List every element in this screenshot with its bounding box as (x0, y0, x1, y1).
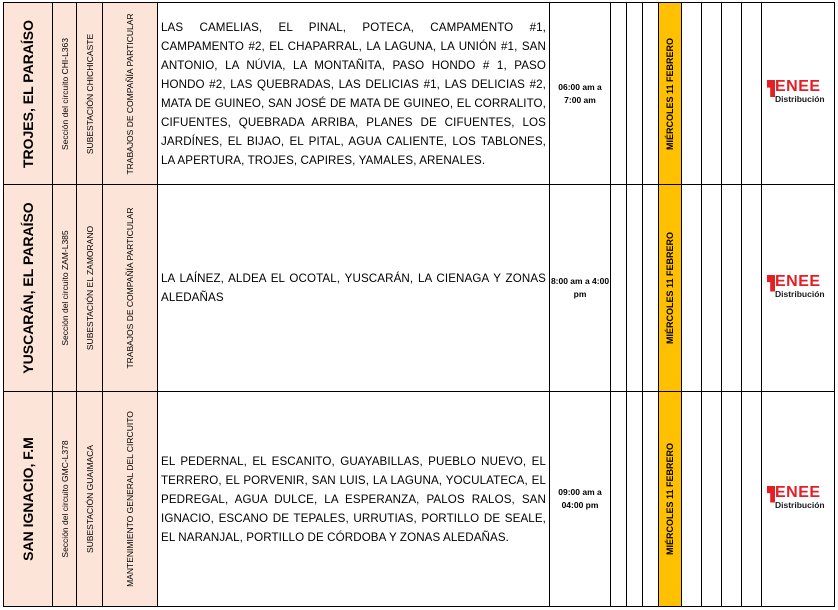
empty-cell (611, 185, 627, 392)
enee-logo (762, 185, 835, 392)
empty-cell (722, 392, 742, 607)
logo-word: ENEE (775, 78, 821, 95)
empty-cell (682, 3, 702, 185)
city-label: SAN IGNACIO, F.M (20, 437, 36, 561)
empty-cell (702, 3, 722, 185)
work-type-label: TRABAJOS DE COMPAÑÍA PARTICULAR (125, 207, 135, 369)
outage-schedule-table (3, 2, 835, 607)
table-row (4, 392, 835, 607)
substation-label: SUBESTACIÓN GUAIMACA (84, 445, 95, 553)
empty-cell (702, 185, 722, 392)
empty-cell (722, 3, 742, 185)
empty-cell (643, 392, 659, 607)
empty-cell (643, 3, 659, 185)
affected-zones: LAS CAMELIAS, EL PINAL, POTECA, CAMPAMENTO #1, CAMPAMENTO #2, EL CHAPARRAL, LA LAGUNA, LA UNIÓN #1, SAN ANTONIO, LA NÚVIA, LA MONTAÑITA, PASO HONDO # 1, PASO HONDO #2, LAS QUEBRADAS, LAS DELICIAS #1, LAS DELICIAS #2, MATA DE GUINEO, SAN JOSÉ DE MATA DE GUINEO, EL CORRALITO, CIFUENTES, QUEBRADA ARRIBA, PLANES DE CIFUENTES, LOS JARDÍNES, EL BIJAO, EL PITAL, AGUA CALIENTE, LOS TABLONES, LA APERTURA, TROJES, CAPIRES, YAMALES, ARENALES. (158, 3, 550, 185)
enee-logo-icon (767, 272, 829, 300)
logo-word: ENEE (775, 483, 821, 501)
circuit-label: Sección del circuito ZAM-L385 (59, 230, 70, 346)
empty-cell (682, 392, 702, 607)
table-row (4, 3, 835, 185)
circuit-label: Sección del circuito GMC-L378 (59, 440, 70, 558)
schedule-time: 8:00 am a 4:00 pm (550, 185, 611, 392)
date-label: MIÉRCOLES 11 FEBRERO (665, 231, 675, 345)
empty-cell (742, 392, 762, 607)
empty-cell (643, 185, 659, 392)
work-type-label: TRABAJOS DE COMPAÑÍA PARTICULAR (125, 12, 135, 175)
schedule-time: 09:00 am a 04:00 pm (550, 392, 611, 607)
substation-label: SUBESTACIÓN EL ZAMORANO (84, 225, 95, 351)
empty-cell (742, 3, 762, 185)
empty-cell (627, 3, 643, 185)
empty-cell (627, 392, 643, 607)
circuit-label: Sección del circuito CHI-L363 (59, 37, 70, 150)
empty-cell (742, 185, 762, 392)
enee-logo (762, 3, 835, 185)
logo-sub: Distribución (775, 499, 825, 510)
empty-cell (722, 185, 742, 392)
schedule-time: 06:00 am a 7:00 am (550, 3, 611, 185)
table-row (4, 185, 835, 392)
empty-cell (611, 392, 627, 607)
empty-cell (682, 185, 702, 392)
work-type-label: MANTENIMIENTO GENERAL DEL CIRCUITO (125, 411, 135, 587)
date-label: MIÉRCOLES 11 FEBRERO (665, 442, 675, 556)
city-label: TROJES, EL PARAÍSO (20, 19, 36, 168)
enee-logo (762, 392, 835, 607)
logo-sub: Distribución (775, 94, 825, 104)
empty-cell (627, 185, 643, 392)
substation-label: SUBESTACIÓN CHICHICASTE (84, 33, 95, 154)
empty-cell (702, 392, 722, 607)
logo-sub: Distribución (775, 288, 825, 299)
affected-zones: LA LAÍNEZ, ALDEA EL OCOTAL, YUSCARÁN, LA CIENAGA Y ZONAS ALEDAÑAS (158, 185, 550, 392)
enee-logo-icon (767, 483, 829, 511)
logo-word: ENEE (775, 272, 821, 290)
date-label: MIÉRCOLES 11 FEBRERO (665, 37, 675, 150)
enee-logo-icon (767, 77, 829, 105)
empty-cell (611, 3, 627, 185)
city-label: YUSCARÁN, EL PARAÍSO (20, 202, 36, 374)
affected-zones: EL PEDERNAL, EL ESCANITO, GUAYABILLAS, PUEBLO NUEVO, EL TERRERO, EL PORVENIR, SAN LUIS, LA LAGUNA, YOCULATECA, EL PEDREGAL, AGUA DULCE, LA ESPERANZA, PALOS RALOS, SAN IGNACIO, ESCANO DE TEPALES, URRUTIAS, PORTILLO DE SEALE, EL NARANJAL, PORTILLO DE CÓRDOBA Y ZONAS ALEDAÑAS. (158, 392, 550, 607)
